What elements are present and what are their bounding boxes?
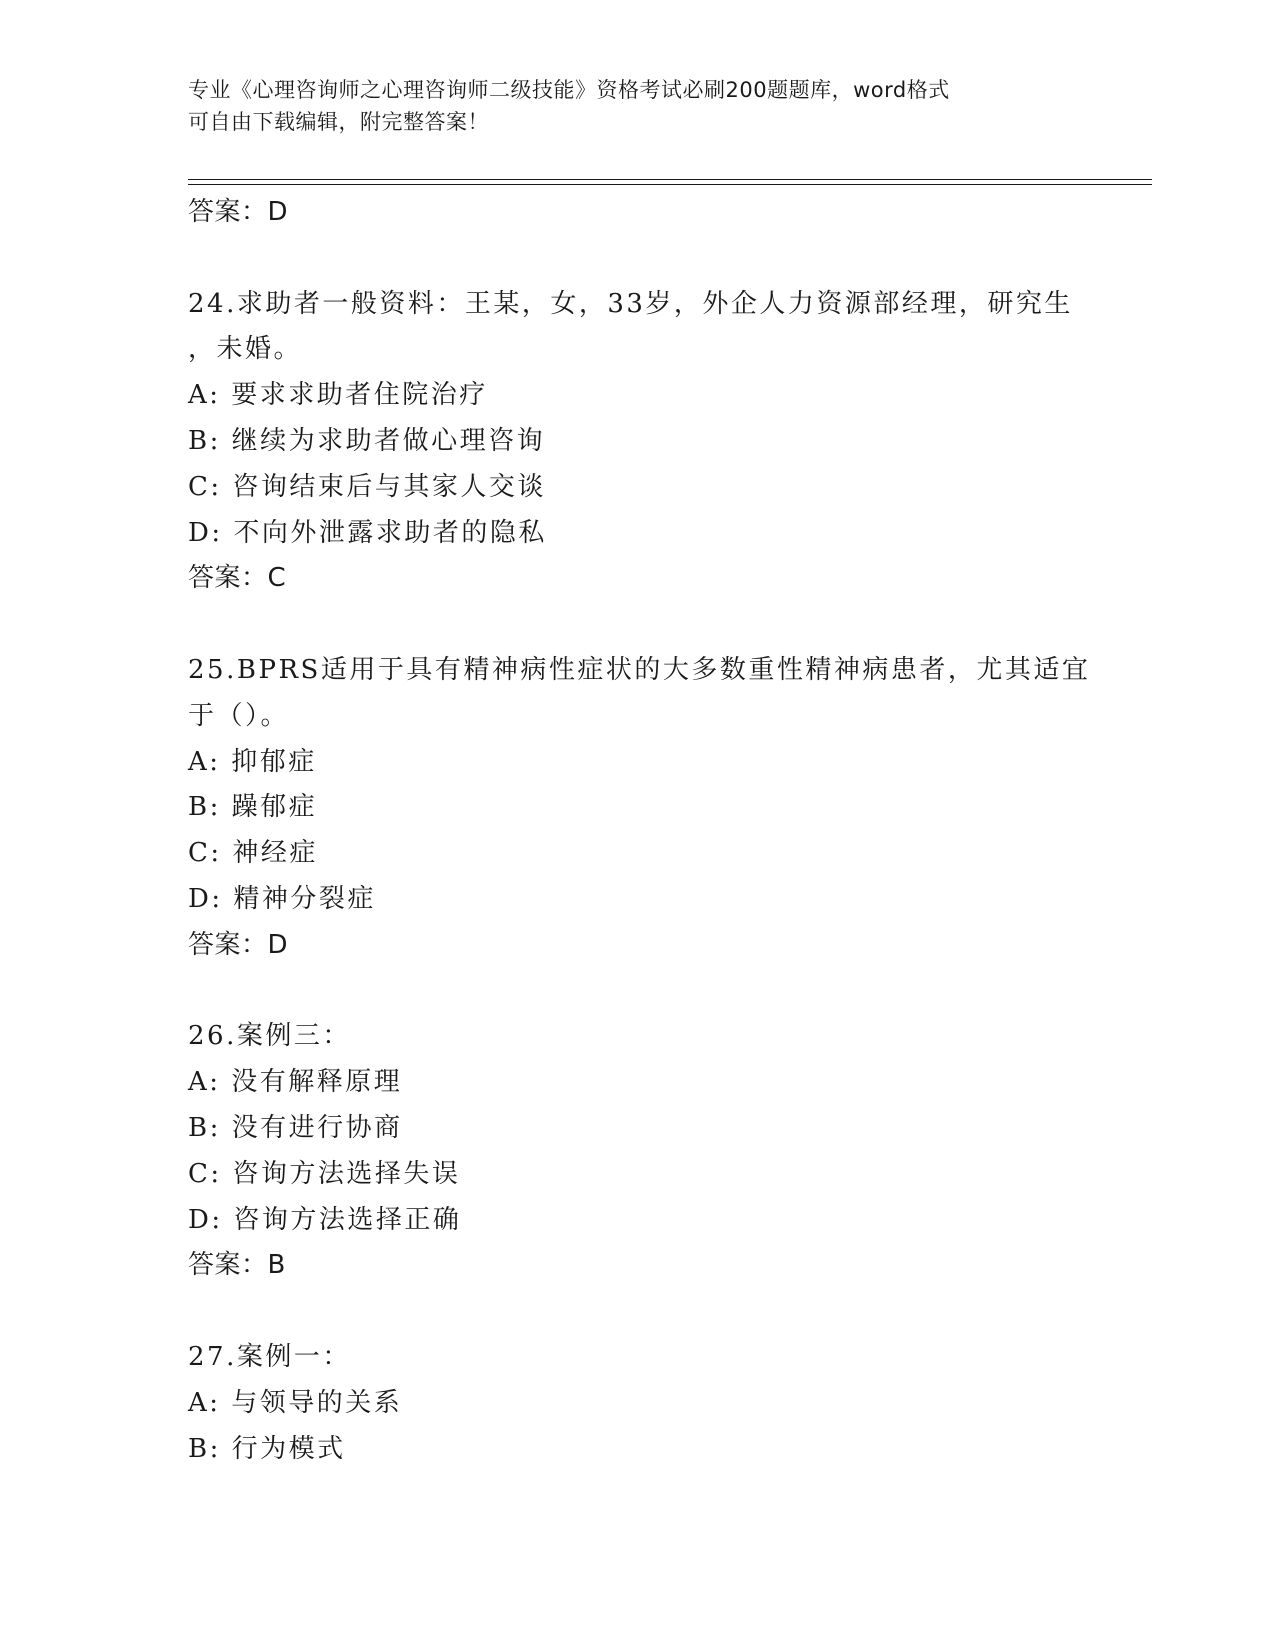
answer-line: [188, 556, 1088, 602]
option-a: A: 没有解释原理: [188, 1067, 403, 1098]
answer-prefix: 答案：: [188, 1250, 268, 1281]
option-b: B: 躁郁症: [188, 792, 318, 823]
answer-value: C: [267, 563, 287, 594]
question-27: [188, 1335, 1088, 1472]
option-b: B: 没有进行协商: [188, 1112, 403, 1143]
option-b: B: 行为模式: [188, 1433, 346, 1464]
question-25: [188, 648, 1091, 969]
question-26: [188, 1014, 1088, 1289]
spacer: [188, 236, 1088, 282]
option-a: A: 与领导的关系: [188, 1387, 403, 1418]
answer-line: [188, 190, 1088, 236]
header-line-1: 专业《心理咨询师之心理咨询师二级技能》资格考试必刷200题题库，word格式: [188, 78, 950, 102]
answer-prefix: 答案：: [188, 197, 268, 227]
spacer: [188, 602, 1088, 648]
answer-prefix: 答案：: [188, 563, 268, 594]
question-stem: 27.案例一：: [188, 1341, 351, 1372]
option-a: A: 抑郁症: [188, 746, 317, 777]
answer-line: [188, 1243, 1088, 1289]
question-stem: 24.求助者一般资料：王某，女，33岁，外企人力资源部经理，研究生: [188, 288, 1073, 319]
answer-prefix: 答案：: [188, 929, 268, 960]
answer-value: D: [267, 197, 289, 227]
question-stem: 于（）。: [188, 700, 290, 731]
option-c: C: 咨询方法选择失误: [188, 1158, 461, 1189]
option-c: C: 神经症: [188, 838, 318, 869]
question-stem: 25.BPRS适用于具有精神病性症状的大多数重性精神病患者，尤其适宜: [188, 654, 1091, 685]
option-d: D: 精神分裂症: [188, 883, 376, 914]
answer-line: [188, 923, 1088, 969]
question-24: [188, 282, 1088, 603]
spacer: [188, 1289, 1088, 1335]
header-divider-bottom: [188, 184, 1152, 185]
answer-value: D: [267, 929, 289, 960]
option-d: D: 不向外泄露求助者的隐私: [188, 517, 547, 548]
option-b: B: 继续为求助者做心理咨询: [188, 425, 546, 456]
header-line-2: 可自由下载编辑，附完整答案！: [188, 110, 489, 134]
option-c: C: 咨询结束后与其家人交谈: [188, 471, 546, 502]
question-list: [188, 190, 1091, 1472]
option-d: D: 咨询方法选择正确: [188, 1204, 462, 1235]
spacer: [188, 969, 1088, 1015]
answer-value: B: [267, 1250, 286, 1281]
question-stem: 26.案例三：: [188, 1021, 351, 1052]
header-divider-top: [188, 179, 1152, 180]
question-stem: ，未婚。: [188, 334, 303, 365]
document-header: [188, 74, 1088, 138]
option-a: A: 要求求助者住院治疗: [188, 380, 488, 411]
